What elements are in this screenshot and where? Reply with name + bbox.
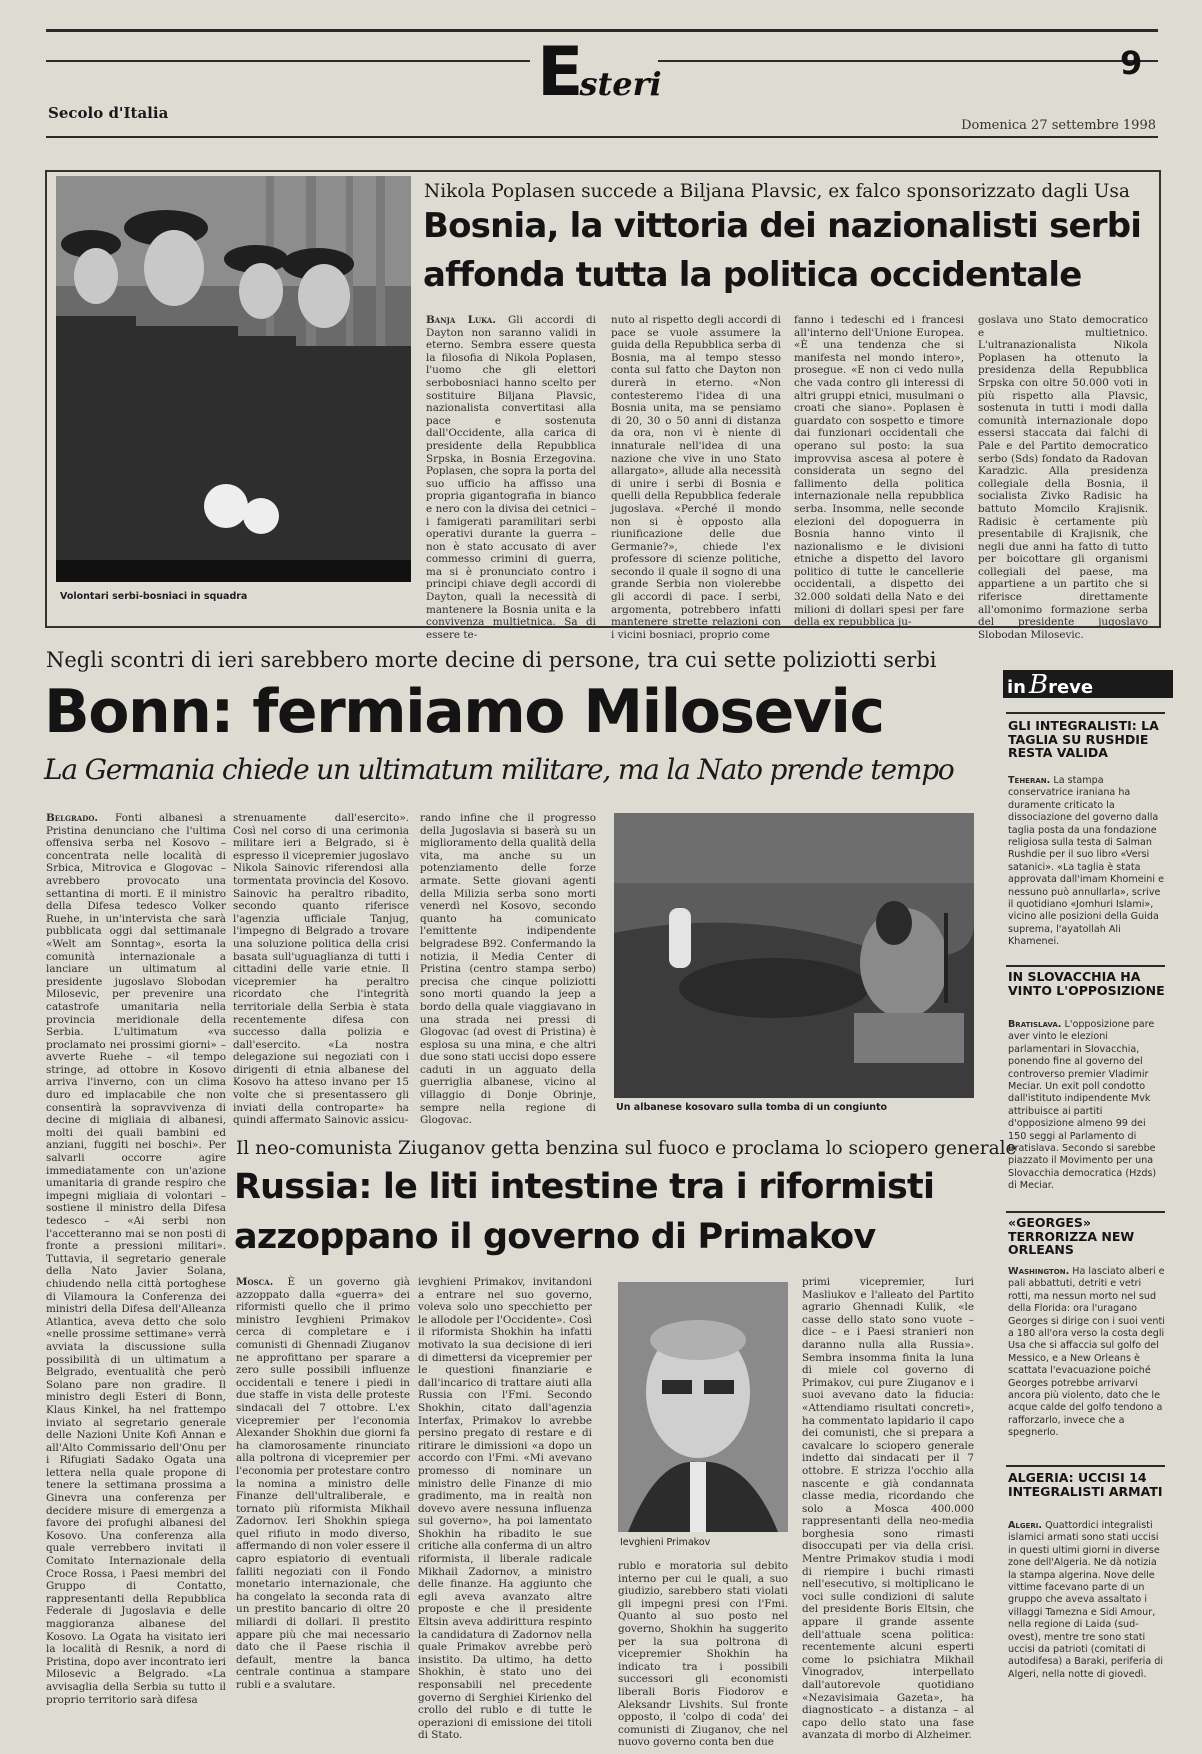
russia-story-headline-1: Russia: le liti intestine tra i riformisti <box>234 1167 935 1207</box>
russia-story-kicker: Il neo-comunista Ziuganov getta benzina sul fuoco e proclama lo sciopero generale <box>236 1138 1017 1159</box>
russia-story-col-3: rublo e moratoria sul debito interno per cui le quali, a suo giudizio, sarebbero stati violati gli impegni presi con l'Fmi. Quanto al suo posto nel governo, Shokhin ha suggerito per la sua poltrona di vicepremier Shokhin ha indicato tra i possibili successori gli economisti liberali Boris Fiodorov e Aleksandr Livshits. Sul fronte opposto, il 'colpo di coda' dei comunisti di Ziuganov, che nel nuovo governo conta ben due <box>618 1560 788 1749</box>
sidebar-rule-1 <box>1006 712 1165 714</box>
sidebar-rule-3 <box>1006 1211 1165 1213</box>
main-story-dateline: Belgrado. <box>46 812 99 824</box>
russia-story-dateline: Mosca. <box>236 1276 274 1288</box>
masthead-rule-left <box>46 60 530 62</box>
sidebar-rule-2 <box>1006 965 1165 967</box>
top-story-photo <box>56 176 411 582</box>
top-story-col-2: nuto al rispetto degli accordi di pace se vuole assumere la guida della Repubblica serba di Bosnia, ma al tempo stesso conta sul fatto che Dayton non durerà in eterno. «Non contesteremo l'idea di una Bosnia unita, ma se pensiamo di 20, 30 o 50 anni di distanza da ora, non vi è niente di innaturale nell'idea di una nazione che vive in uno Stato allargato», allude alla necessità di unire i serbi di Bosnia e quelli della Repubblica federale jugoslava. «Perché il mondo non si è opposto alla riunificazione delle due Germanie?», chiede l'ex professore di scienze politiche, secondo il quale il sogno di una grande Serbia non violerebbe gli accordi di pace. I serbi, argomenta, potrebbero infatti mantenere strette relazioni con i vicini bosniaci, proprio come <box>611 314 781 641</box>
russia-story-col-1: Mosca. È un governo già azzoppato dalla «guerra» dei riformisti quello che il primo ministro Ievghieni Primakov cerca di completare e i comunisti di Ghennadi Ziuganov ne approfittano per sparare a zero sulle possibili influenze occidentali e tenere i piedi in due staffe in vista delle proteste sindacali del 7 ottobre. L'ex vicepremier per l'economia Alexander Shokhin due giorni fa ha clamorosamente rinunciato alla poltrona di vicepremier per l'economia per protestare contro la nomina a ministro delle Finanze dell'ultraliberale, e tornato più riformista Mikhail Zadornov. Ieri Shokhin spiega quel rifiuto in modo diverso, affermando di non voler essere il capro espiatorio di eventuali falliti negoziati con il Fondo monetario internazionale, che ha congelato la seconda rata di un prestito bancario di oltre 20 miliardi di dollari. Il prestito appare più che mai necessario dato che il Paese rischia il default, mentre la banca centrale continua a stampare rubli e a svalutare. <box>236 1276 410 1691</box>
russia-story-photo <box>618 1282 788 1532</box>
russia-story-photo-caption: Ievghieni Primakov <box>620 1537 711 1548</box>
sidebar-item-2-title: IN SLOVACCHIA HA VINTO L'OPPOSIZIONE <box>1008 969 1165 998</box>
main-story-photo <box>614 813 974 1098</box>
issue-date: Domenica 27 settembre 1998 <box>961 118 1156 133</box>
section-initial: E <box>537 33 584 112</box>
russia-story-col-2: ievghieni Primakov, invitandoni a entrare nel suo governo, voleva solo uno specchietto per le allodole per l'Occidente». Così il riformista Shokhin ha infatti motivato la sua decisione di ieri di dimettersi da vicepremier per le questioni finanziarie e dall'incarico di trattare aiuti alla Russia con l'Fmi. Secondo Shokhin, citato dall'agenzia Interfax, Primakov lo avrebbe persino pregato di restare e di ritirare le dimissioni «a dopo un accordo con l'Fmi. «Mi avevano promesso di nominare un ministro delle Finanze di mio gradimento, ma in realtà non dovevo avere nessuna influenza sul governo», ha poi lamentato Shokhin ha ribadito le sue critiche alla conferma di un altro riformista, il liberale radicale Mikhail Zadornov, a ministro delle finanze. Ha aggiunto che egli aveva avanzato altre proposte e che il presidente Eltsin aveva addirittura respinto la candidatura di Zadornov nella quale Primakov avrebbe però insistito. Da ultimo, ha detto Shokhin, è stato uno dei responsabili nel precedente governo di Serghiei Kirienko del crollo del rublo e di tutte le operazioni di emissione dei titoli di Stato. <box>418 1276 592 1742</box>
sidebar-item-3-title: «GEORGES» TERRORIZZA NEW ORLEANS <box>1008 1215 1135 1257</box>
sidebar-label-in: in <box>1007 677 1026 698</box>
russia-story-col-4: primi vicepremier, Iuri Masliukov e l'alleato del Partito agrario Ghennadi Kulik, «le casse dello stato sono vuote – dice – e i Paesi stranieri non daranno nulla alla Russia». Sembra insomma finita la luna di miele col governo di Primakov, cui pure Ziuganov e i suoi avevano dato la fiducia: «Attendiamo risultati concreti», ha commentato lapidario il capo dei comunisti, che si prepara a cavalcare lo sciopero generale indetto dai sindacati per il 7 ottobre. E strizza l'occhio alla nascente e già condannata classe media, ricordando che solo a Mosca 400.000 rappresentanti della neo-media borghesia sono rimasti disoccupati per via della crisi. Mentre Primakov studia i modi di riempire i buchi rimasti nell'esecutivo, si moltiplicano le voci sulle condizioni di salute del presidente Boris Eltsin, che appare il grande assente dell'attuale scena politica: recentemente alcuni esperti come lo psichiatra Mikhail Vinogradov, interpellato dall'autorevole quotidiano «Nezavisimaia Gazeta», ha diagnosticato – a distanza – al capo dello stato una fase avanzata di morbo di Alzheimer. <box>802 1276 974 1742</box>
soldiers-photo <box>56 176 411 582</box>
main-story-subhead: La Germania chiede un ultimatum militare, ma la Nato prende tempo <box>44 753 954 786</box>
top-story-col-1: Banja Luka. Gli accordi di Dayton non saranno validi in eterno. Sembra essere questa la filosofia di Nikola Poplasen, l'uomo che gli elettori serbobosniaci hanno scelto per sostituire Biljana Plavsic, nazionalista convertitasi alla pace e sostenuta dall'Occidente, alla carica di presidente della Repubblica Srpska, in Bosnia Erzegovina. Poplasen, che sopra la porta del suo ufficio ha affisso una propria gigantografia in bianco e nero con la divisa dei cetnici – i famigerati paramilitari serbi operativi durante la guerra – non è stato accusato di aver commesso crimini di guerra, ma si è pronunciato contro i principi chiave degli accordi di Dayton, quali la necessità di mantenere la Bosnia unita e la convivenza multietnica. Sa di essere te- <box>426 314 597 641</box>
main-story-col-1: Belgrado. Fonti albanesi a Pristina denunciano che l'ultima offensiva serba nel Kosovo – concentrata nelle località di Srbica, Mitrovica e Glogovac – avrebbero provocato una settantina di morti. E il ministro della Difesa tedesco Volker Ruehe, in un'intervista che sarà pubblicata oggi dal settimanale «Welt am Sonntag», esorta la comunità internazionale a lanciare un ultimatum al presidente jugoslavo Slobodan Milosevic, per prevenire una catastrofe umanitaria nella provincia meridionale della Serbia. L'ultimatum «va proclamato nei prossimi giorni» – avverte Ruehe – «il tempo stringe, ad ottobre in Kosovo arriva l'inverno, con un clima duro ed implacabile che non consentirà la sopravvivenza di decine di migliaia di albanesi, molti dei quali bambini ed anziani, fuggiti nei boschi». Per salvarli occorre agire immediatamente con un'azione umanitaria di grande respiro che impegni migliaia di volontari – sostiene il ministro della Difesa tedesco – «Ai serbi non l'accetteranno mai se non posti di fronte a pressioni militari». Tuttavia, il segretario generale della Nato Javier Solana, chiudendo nella città portoghese di Vilamoura la Conferenza dei ministri della Difesa dell'Alleanza Atlantica, aveva detto che solo «nelle prossime settimane» verrà avviata la discussione sulla possibilità di un ultimatum a Belgrado, eventualità che però Solano pare non gradire. Il ministro degli Esteri di Bonn, Klaus Kinkel, ha nel frattempo inviato al segretario generale delle Nazioni Unite Kofi Annan e all'Alto Commissario dell'Onu per i Rifugiati Sadako Ogata una lettera nella quale propone di tenere la settimana prossima a Ginevra una conferenza per decidere misure di emergenza a favore dei profughi albanesi del Kosovo. Una conferenza alla quale verrebbero invitati il Comitato Internazionale della Croce Rossa, i Paesi membri del Gruppo di Contatto, rappresentanti della Repubblica Federale di Jugoslavia e delle maggioranza albanese del Kosovo. La Ogata ha visitato ieri la località di Resnik, a nord di Pristina, dopo aver incontrato ieri Milosevic a Belgrado. «La avvisaglia della Serbia su tutto il proprio territorio sarà difesa <box>46 812 226 1706</box>
main-story-headline: Bonn: fermiamo Milosevic <box>44 677 884 747</box>
sidebar-item-4-text: Algeri. Quattordici integralisti islamici armati sono stati uccisi in questi ultimi giorni in diverse zone dell'Algeria. Ne dà notizia la stampa algerina. Nove delle vittime facevano parte di un gruppo che aveva assaltato i villaggi Tamezna e Sidi Amour, nella regione di Laida (sud-ovest), mentre tre sono stati uccisi da patrioti (comitati di autodifesa) a Baraki, periferia di Algeri, nella notte di giovedì. <box>1008 1520 1164 1680</box>
main-story-photo-caption: Un albanese kosovaro sulla tomba di un congiunto <box>616 1102 888 1113</box>
top-story-col-3: fanno i tedeschi ed i francesi all'interno dell'Unione Europea. «È una tendenza che si manifesta nel mondo intero», prosegue. «E non ci vedo nulla che vada contro gli interessi di altri gruppi etnici, musulmani o croati che siano». Poplasen è guardato con sospetto e timore dai funzionari occidentali che operano sul posto: la sua improvvisa ascesa al potere è considerata un segno del fallimento della politica internazionale nella repubblica serba. Insomma, nelle seconde elezioni del dopoguerra in Bosnia hanno vinto il nazionalismo e le divisioni etniche a dispetto del lavoro politico di tutte le cancellerie occidentali, a dispetto dei 32.000 soldati della Nato e dei milioni di dollari spesi per fare della ex repubblica ju- <box>794 314 964 629</box>
masthead-rule-right <box>658 60 1158 62</box>
main-story-col-2: strenuamente dall'esercito». Così nel corso di una cerimonia militare ieri a Belgrado, si è espresso il vicepremier jugoslavo Nikola Sainovic riferendosi alla tormentata provincia del Kosovo. Sainovic ha peraltro ribadito, secondo quanto riferisce l'agenzia ufficiale Tanjug, l'impegno di Belgrado a trovare una soluzione politica della crisi basata sull'uguaglianza di tutti i cittadini delle varie etnie. Il vicepremier ha peraltro ricordato che l'integrità territoriale della Serbia è stata recentemente difesa con successo dalla polizia e dall'esercito. «La nostra delegazione sui negoziati con i dirigenti di etnia albanese del Kosovo ha atteso invano per 15 volte che si presentassero gli inviati della controparte» ha quindi affermato Sainovic assicu- <box>233 812 409 1127</box>
main-story-kicker: Negli scontri di ieri sarebbero morte decine di persone, tra cui sette poliziotti serbi <box>46 648 937 672</box>
section-rest: steri <box>579 65 662 103</box>
sidebar-item-4-title: ALGERIA: UCCISI 14 INTEGRALISTI ARMATI <box>1008 1470 1163 1499</box>
sidebar-label-b: B <box>1028 670 1049 700</box>
sidebar-label <box>1003 670 1173 698</box>
main-story-col-3: rando infine che il progresso della Jugoslavia si baserà su un miglioramento della qualità della vita, ma anche su un potenziamento delle forze armate. Sette giovani agenti della Milizia serba sono morti venerdì nel Kosovo, secondo quanto ha comunicato l'emittente indipendente belgradese B92. Confermando la notizia, il Media Center di Pristina (centro stampa serbo) precisa che cinque poliziotti sono morti quando la jeep a bordo della quale viaggiavano in una strada nei pressi di Glogovac (ad ovest di Pristina) è esplosa su una mina, e che altri due sono stati uccisi dopo essere caduti in un agguato della guerriglia albanese, vicino al villaggio di Donje Obrinje, sempre nella regione di Glogovac. <box>420 812 596 1127</box>
sidebar-rule-4 <box>1006 1465 1165 1467</box>
russia-story-headline-2: azzoppano il governo di Primakov <box>234 1217 876 1257</box>
newspaper-name: Secolo d'Italia <box>48 104 169 122</box>
section-title <box>537 33 662 112</box>
sidebar-label-rest: reve <box>1048 677 1094 698</box>
top-story-headline-1: Bosnia, la vittoria dei nazionalisti serbi <box>423 206 1142 246</box>
primakov-photo <box>618 1282 788 1532</box>
sidebar-item-1-title: GLI INTEGRALISTI: LA TAGLIA SU RUSHDIE RESTA VALIDA <box>1008 718 1159 760</box>
top-story-dateline: Banja Luka. <box>426 314 496 326</box>
sidebar-item-1-text: Teheran. La stampa conservatrice iraniana ha duramente criticato la dissociazione del governo dalla taglia posta da una fondazione religiosa sulla testa di Salman Rushdie per il suo libro «Versi satanici». «La taglia è stata approvata dall'imam Khomeini e nessuno può annullarla», scrive il quotidiano «Jomhuri Islami», vicino alle posizioni della Guida suprema, l'ayatollah Ali Khamenei. <box>1008 775 1164 948</box>
page-number: 9 <box>1120 44 1143 82</box>
top-story-headline-2: affonda tutta la politica occidentale <box>423 255 1082 295</box>
top-story-col-4: goslava uno Stato democratico e multietnico. L'ultranazionalista Nikola Poplasen ha ottenuto la presidenza della Repubblica Srpska con oltre 50.000 voti in più rispetto alla Plavsic, sostenuta in tutti i modi dalla comunità internazionale dopo essersi staccata dai falchi di Pale e del Partito democratico serbo (Sds) fondato da Radovan Karadzic. Alla presidenza collegiale della Bosnia, il socialista Zivko Radisic ha battuto Momcilo Krajisnik. Radisic è certamente più presentabile di Krajisnik, che negli due anni ha fatto di tutto per boicottare gli organismi collegiali del paese, ma appartiene a un partito che si riferisce direttamente all'omonimo formazione serba del presidente jugoslavo Slobodan Milosevic. <box>978 314 1148 641</box>
sidebar-item-3-text: Washington. Ha lasciato alberi e pali abbattuti, detriti e vetri rotti, ma nessun morto nel sud della Florida: ora l'uragano Georges si dirige con i suoi venti a 180 all'ora verso la costa degli Usa che si affaccia sul golfo del Messico, e a New Orleans è scattata l'evacuazione poiché Georges potrebbe arrivarvi ancora più violento, dato che le acque calde del golfo tendono a rafforzarlo, invece che a spegnerlo. <box>1008 1266 1165 1439</box>
masthead-top-rule <box>46 29 1158 32</box>
sidebar-item-2-text: Bratislava. L'opposizione pare aver vinto le elezioni parlamentari in Slovacchia, ponendo fine al governo del controverso premier Vladimir Meciar. Un exit poll condotto dall'istituto indipendente Mvk attribuisce ai partiti d'opposizione almeno 99 dei 150 seggi al Parlamento di Bratislava. Secondo si sarebbe piazzato il Movimento per una Slovacchia democratica (Hzds) di Meciar. <box>1008 1019 1157 1192</box>
top-story-photo-caption: Volontari serbi-bosniaci in squadra <box>60 591 248 602</box>
grave-photo <box>614 813 974 1098</box>
masthead-bottom-rule <box>46 136 1158 138</box>
top-story-kicker: Nikola Poplasen succede a Biljana Plavsic, ex falco sponsorizzato dagli Usa <box>424 181 1130 202</box>
